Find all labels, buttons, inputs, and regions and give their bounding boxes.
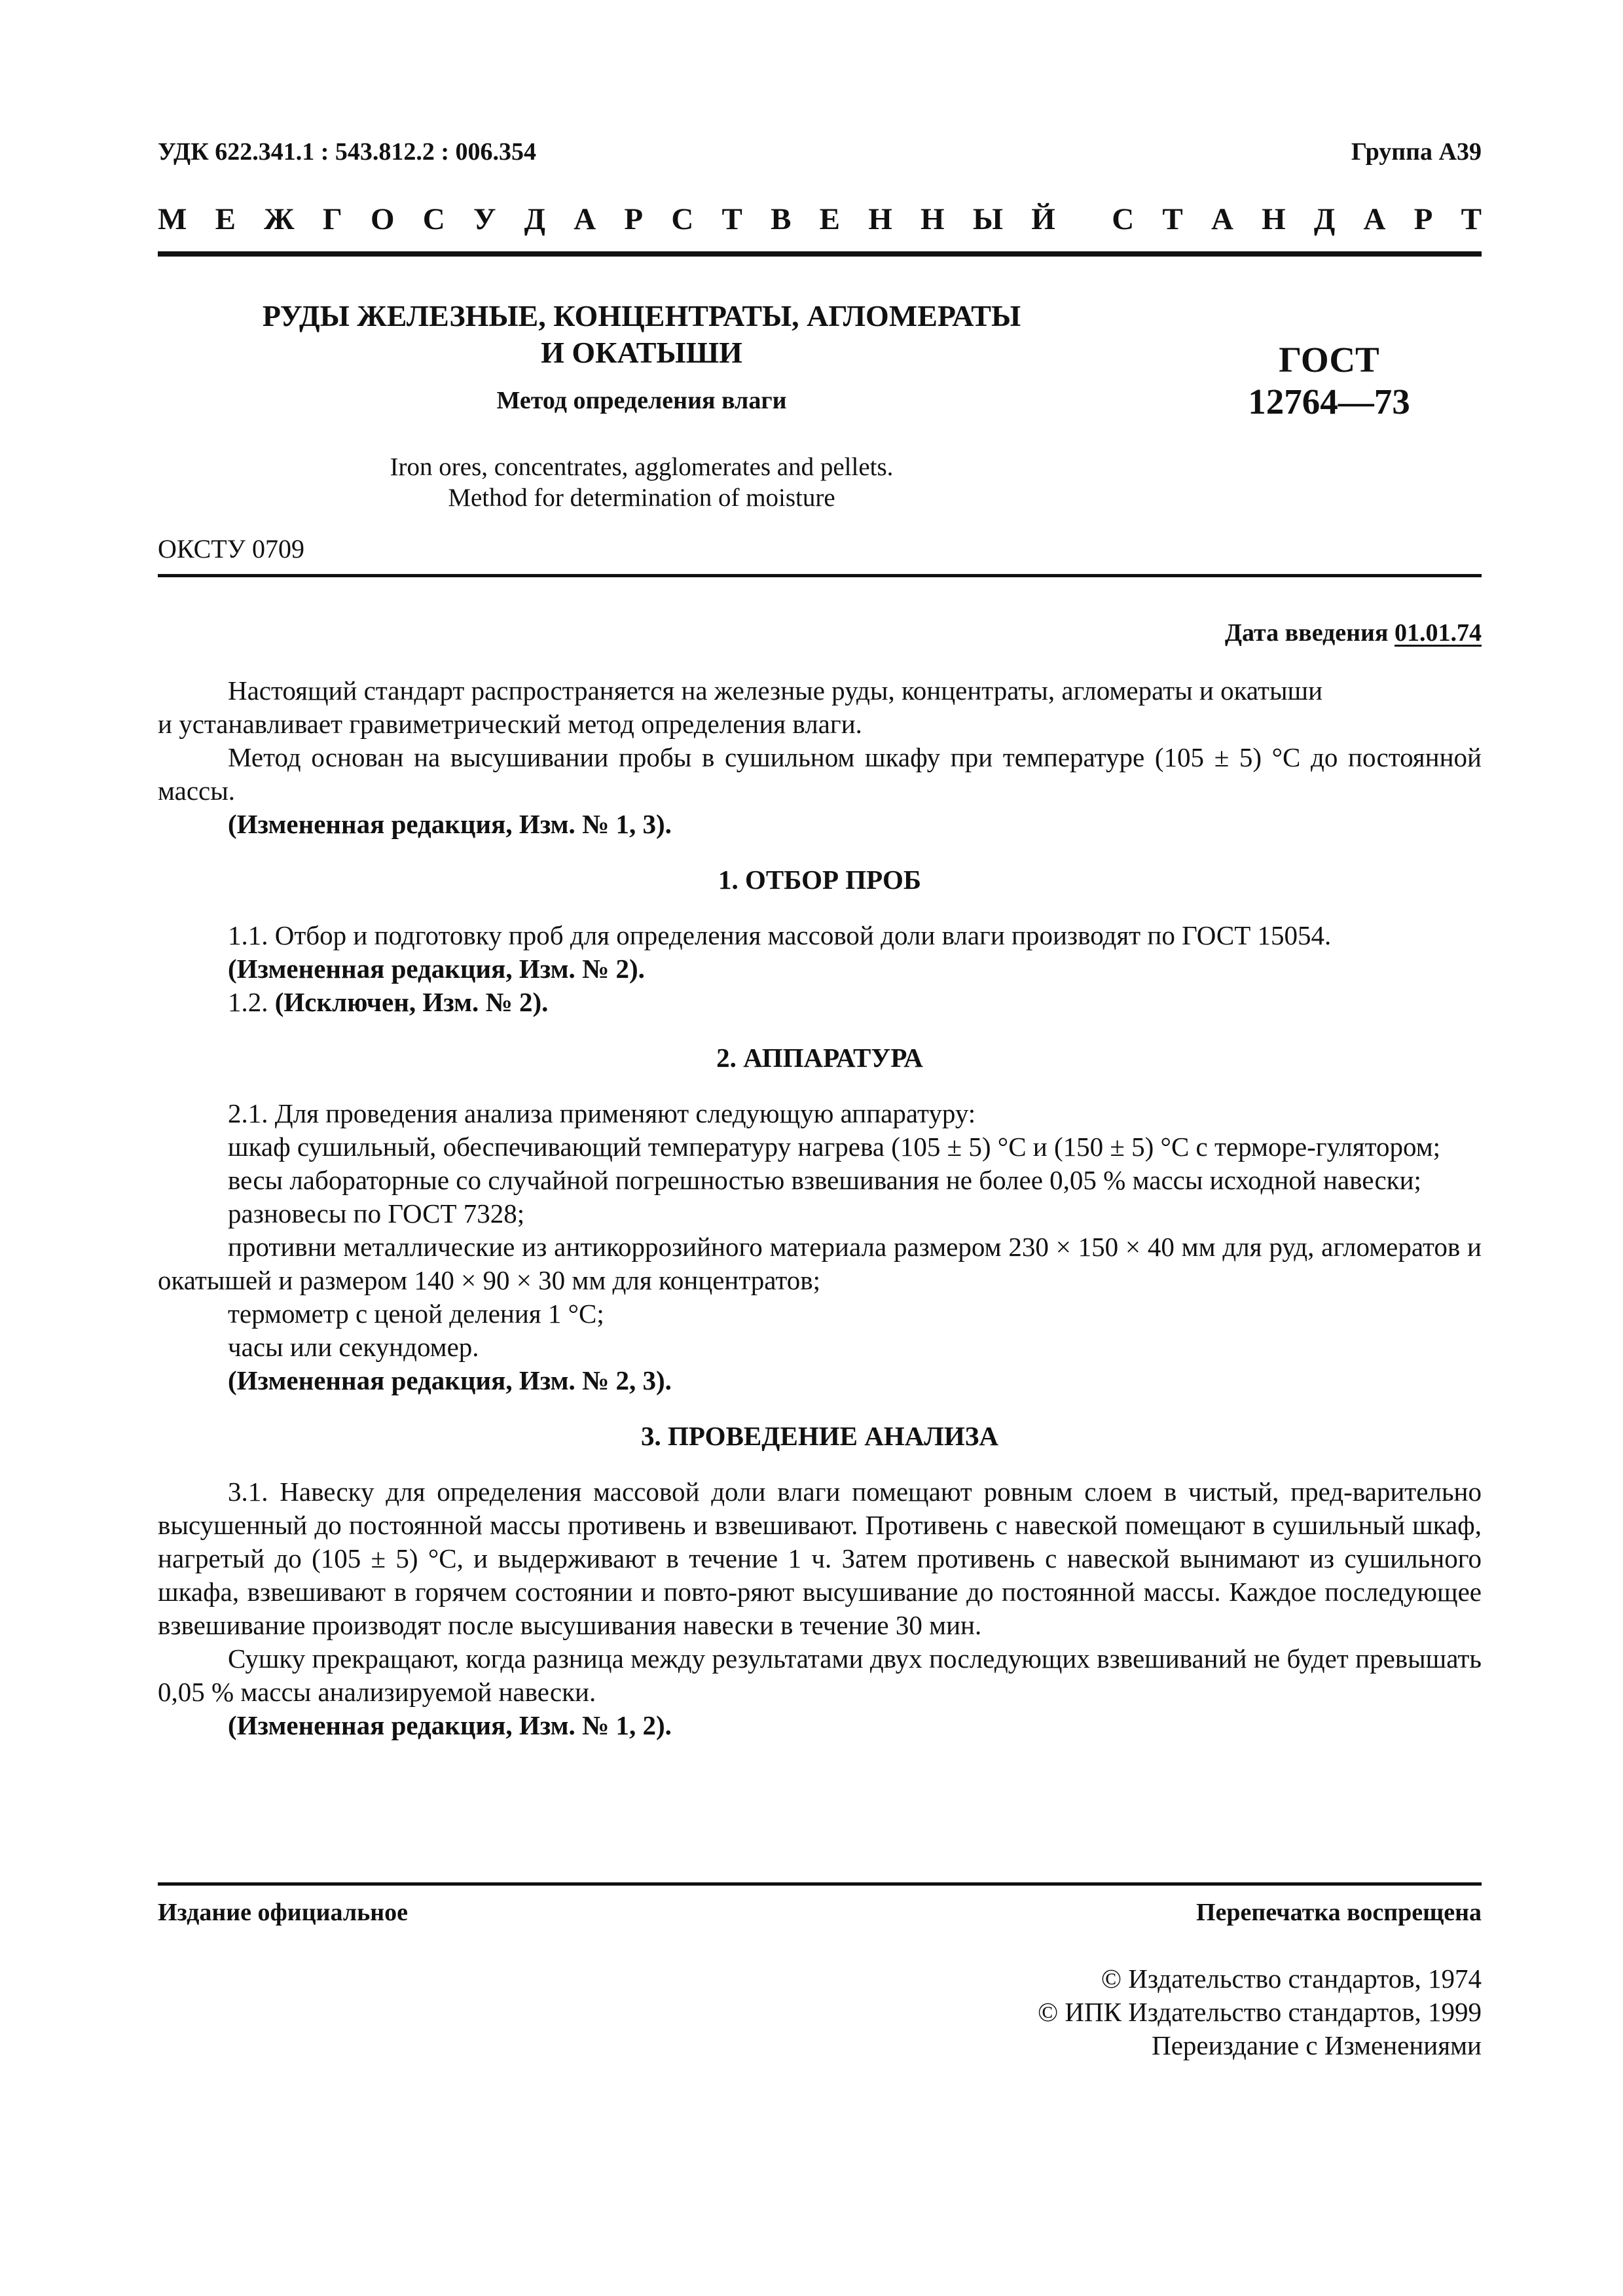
date-label: Дата введения <box>1224 619 1395 647</box>
standard-type-letter: Д <box>524 202 546 236</box>
standard-type-letter: Г <box>322 202 342 236</box>
intro-amendment: (Измененная редакция, Изм. № 1, 3). <box>228 809 672 839</box>
standard-type-letter: С <box>422 202 445 236</box>
equipment-item-2: весы лабораторные со случайной погрешностью взвешивания не более 0,05 % массы исходной навески; <box>228 1165 1421 1195</box>
standard-type-letter: О <box>371 202 395 236</box>
standard-type-letter: М <box>158 202 187 236</box>
title-line-2: И ОКАТЫШИ <box>541 336 742 369</box>
date-value: 01.01.74 <box>1395 619 1482 647</box>
udk-code: УДК 622.341.1 : 543.812.2 : 006.354 <box>158 138 537 166</box>
header-rule <box>158 251 1482 257</box>
reissue-note: Переиздание с Изменениями <box>1152 2030 1482 2060</box>
standard-type-letter: Р <box>624 202 644 236</box>
clause-1-1: 1.1. Отбор и подготовку проб для определения массовой доли влаги производят по ГОСТ 15054. <box>228 920 1332 950</box>
standard-type-letter: Й <box>1031 202 1055 236</box>
clause-3-1: 3.1. Навеску для определения массовой доли влаги помещают ровным слоем в чистый, пред-варительно высушенный до постоянной массы противень и взвешивают. Противень с навеской помещают в сушильный шкаф, нагретый до (105 ± 5) °С, и выдерживают в течение 1 ч. Затем противень с навеской вынимают из сушильного шкафа, взвешивают в горячем состоянии и повто-ряют высушивание до постоянной массы. Каждое последующее взвешивание производят после высушивания навески в течение 30 мин. <box>158 1477 1482 1640</box>
standard-type-letter: Т <box>721 202 742 236</box>
clause-3-1-drying: Сушку прекращают, когда разница между результатами двух последующих взвешиваний не будет превышать 0,05 % массы анализируемой навески. <box>158 1643 1482 1707</box>
reprint-prohibited: Перепечатка воспрещена <box>1195 1899 1482 1926</box>
official-edition: Издание официальное <box>158 1899 409 1926</box>
clause-1-2-text: (Исключен, Изм. № 2). <box>274 987 549 1017</box>
standard-type-letter: Д <box>1313 202 1336 236</box>
standard-type-letter: Т <box>1162 202 1183 236</box>
copyright-1999: © ИПК Издательство стандартов, 1999 <box>1037 1997 1482 2027</box>
standard-type-letter: В <box>771 202 792 236</box>
section-2-amendment: (Измененная редакция, Изм. № 2, 3). <box>228 1365 672 1395</box>
standard-type-letter: С <box>671 202 694 236</box>
standard-type-title <box>158 202 1482 237</box>
standard-type-letter: Н <box>1262 202 1286 236</box>
section-2-heading: 2. АППАРАТУРА <box>716 1043 923 1073</box>
english-title-line-1: Iron ores, concentrates, agglomerates and pellets. <box>390 453 894 481</box>
standard-type-letter: А <box>1363 202 1386 236</box>
intro-paragraph-2: Метод основан на высушивании пробы в сушильном шкафу при температуре (105 ± 5) °С до постоянной массы. <box>158 742 1482 806</box>
standard-type-letter: У <box>473 202 496 236</box>
standard-type-letter: Ы <box>972 202 1003 236</box>
standard-type-letter: Е <box>819 202 841 236</box>
gost-number: 12764—73 <box>1248 382 1410 422</box>
clause-1-1-amendment: (Измененная редакция, Изм. № 2). <box>228 954 645 984</box>
english-title <box>216 452 1067 513</box>
title-rule <box>158 574 1482 577</box>
equipment-item-6: часы или секундомер. <box>228 1332 479 1362</box>
gost-label: ГОСТ <box>1279 340 1379 380</box>
okstu-code: ОКСТУ 0709 <box>158 534 305 564</box>
section-3-heading: 3. ПРОВЕДЕНИЕ АНАЛИЗА <box>640 1421 998 1451</box>
group-code: Группа А39 <box>1351 138 1482 166</box>
standard-type-letter: Н <box>868 202 892 236</box>
section-1-heading: 1. ОТБОР ПРОБ <box>718 865 921 895</box>
section-3-amendment: (Измененная редакция, Изм. № 1, 2). <box>228 1710 672 1740</box>
document-subtitle: Метод определения влаги <box>496 387 787 414</box>
introduction-date <box>1225 619 1482 647</box>
standard-type-letter: Ж <box>264 202 295 236</box>
copyright-1974: © Издательство стандартов, 1974 <box>1101 1964 1482 1994</box>
footer-rule <box>158 1882 1482 1886</box>
equipment-item-3: разновесы по ГОСТ 7328; <box>228 1198 525 1229</box>
copyright-block <box>1038 1962 1482 2062</box>
clause-1-2-number: 1.2. <box>228 987 275 1017</box>
main-text <box>158 674 1482 1742</box>
standard-type-letter: А <box>574 202 596 236</box>
equipment-item-1: шкаф сушильный, обеспечивающий температуру нагрева (105 ± 5) °С и (150 ± 5) °С с терморе-гулятором; <box>228 1132 1441 1162</box>
english-title-line-2: Method for determination of moisture <box>448 484 835 512</box>
clause-2-1: 2.1. Для проведения анализа применяют следующую аппаратуру: <box>228 1098 976 1128</box>
intro-paragraph-1 <box>158 674 1482 741</box>
clause-1-2 <box>158 986 1482 1019</box>
standard-type-letter: Н <box>921 202 945 236</box>
equipment-item-4: противни металлические из антикоррозийного материала размером 230 × 150 × 40 мм для руд, агломератов и окатышей и размером 140 × 90 × 30 мм для концентратов; <box>158 1232 1482 1295</box>
document-title <box>216 298 1067 371</box>
standard-type-letter: А <box>1211 202 1233 236</box>
intro-p1-line-a: Настоящий стандарт распространяется на железные руды, концентраты, агломераты и окатыши <box>228 675 1323 706</box>
standard-type-letter: Р <box>1413 202 1433 236</box>
standard-type-letter: С <box>1112 202 1135 236</box>
equipment-item-5: термометр с ценой деления 1 °С; <box>228 1299 604 1329</box>
title-line-1: РУДЫ ЖЕЛЕЗНЫЕ, КОНЦЕНТРАТЫ, АГЛОМЕРАТЫ <box>262 299 1021 332</box>
standard-type-letter: Т <box>1461 202 1482 236</box>
intro-p1-line-b: и устанавливает гравиметрический метод определения влаги. <box>158 709 862 739</box>
standard-type-letter: Е <box>215 202 236 236</box>
gost-designation <box>1211 339 1447 423</box>
